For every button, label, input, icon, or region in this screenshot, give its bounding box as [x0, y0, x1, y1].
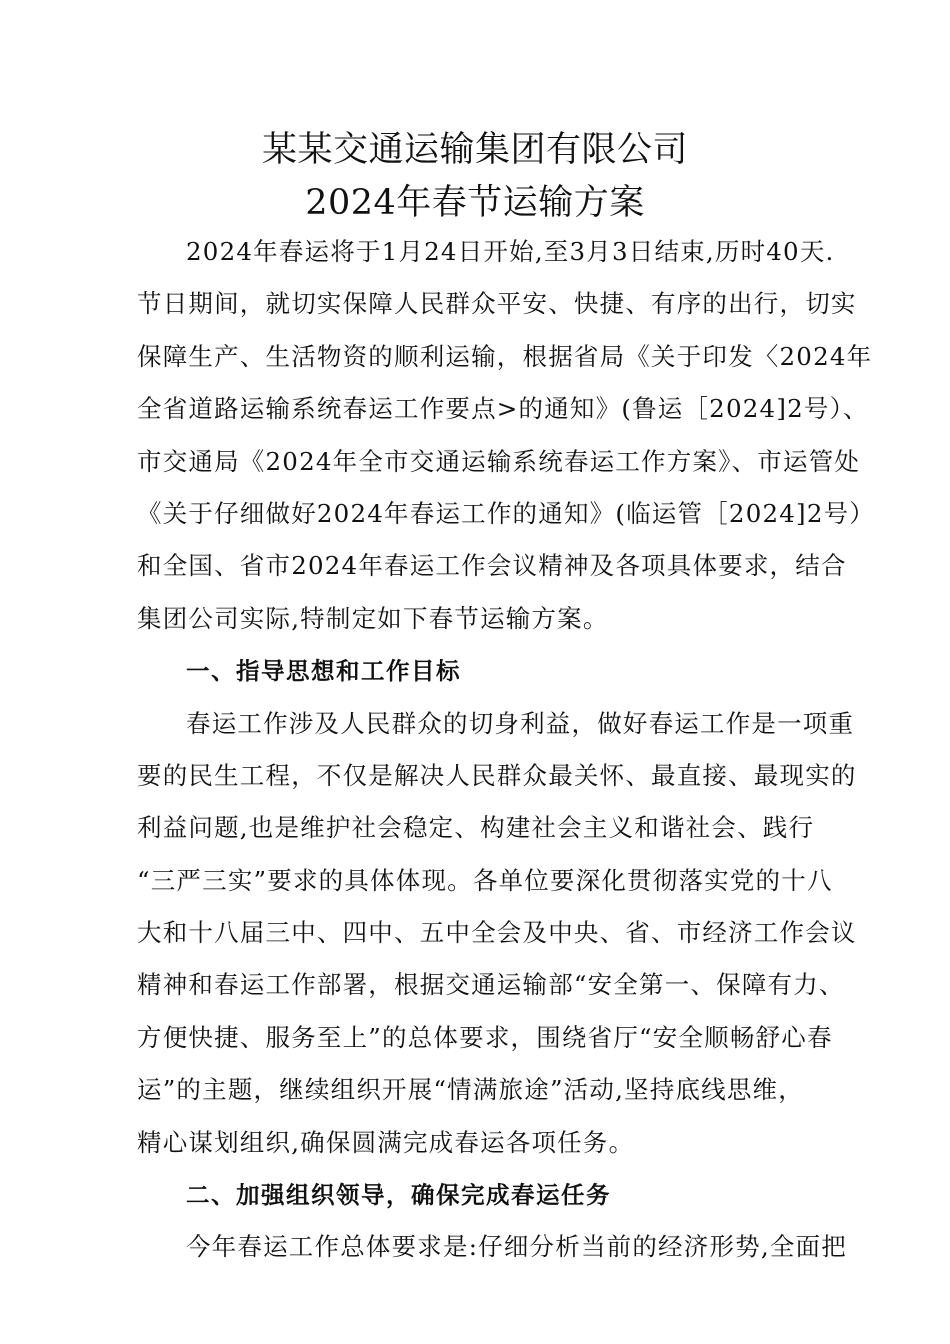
body-line: 今年春运工作总体要求是:仔细分析当前的经济形势,全面把: [186, 1232, 847, 1262]
body-line: 集团公司实际,特制定如下春节运输方案。: [137, 603, 609, 633]
body-line: 2024年春运将于1月24日开始,至3月3日结束,历时40天.: [186, 237, 835, 266]
body-line: 精心谋划组织,确保圆满完成春运各项任务。: [137, 1127, 635, 1157]
section-heading: 二、加强组织领导，确保完成春运任务: [186, 1181, 611, 1210]
document-title-line-2: 2024年春节运输方案: [305, 183, 645, 223]
body-line: 精神和春运工作部署，根据交通运输部“安全第一、保障有力、: [137, 970, 845, 1000]
body-line: 方便快捷、服务至上”的总体要求，围绕省厅“安全顺畅舒心春: [137, 1022, 833, 1052]
body-line: 大和十八届三中、四中、五中全会及中央、省、市经济工作会议: [137, 918, 857, 948]
section-heading: 一、指导思想和工作目标: [186, 657, 461, 686]
body-line: 春运工作涉及人民群众的切身利益，做好春运工作是一项重: [186, 708, 855, 738]
body-line: 市交通局《2024年全市交通运输系统春运工作方案》、市运管处: [137, 446, 861, 476]
body-line: 运”的主题，继续组织开展“情满旅途”活动,坚持底线思维，: [137, 1075, 804, 1105]
document-title-line-1: 某某交通运输集团有限公司: [261, 130, 688, 170]
body-line: 要的民生工程，不仅是解决人民群众最关怀、最直接、最现实的: [137, 760, 857, 790]
body-line: 节日期间，就切实保障人民群众平安、快捷、有序的出行，切实: [137, 289, 857, 319]
body-line: 利益问题,也是维护社会稳定、构建社会主义和谐社会、践行: [137, 813, 815, 843]
body-line: “三严三实”要求的具体体现。各单位要深化贯彻落实党的十八: [137, 865, 833, 895]
body-line: 《关于仔细做好2024年春运工作的通知》(临运管［2024]2号）: [137, 498, 876, 528]
body-line: 全省道路运输系统春运工作要点>的通知》(鲁运［2024]2号）、: [137, 394, 869, 424]
document-body: [137, 226, 876, 1274]
body-line: 保障生产、生活物资的顺利运输，根据省局《关于印发〈2024年: [137, 341, 873, 371]
body-line: 和全国、省市2024年春运工作会议精神及各项具体要求，结合: [137, 551, 847, 581]
